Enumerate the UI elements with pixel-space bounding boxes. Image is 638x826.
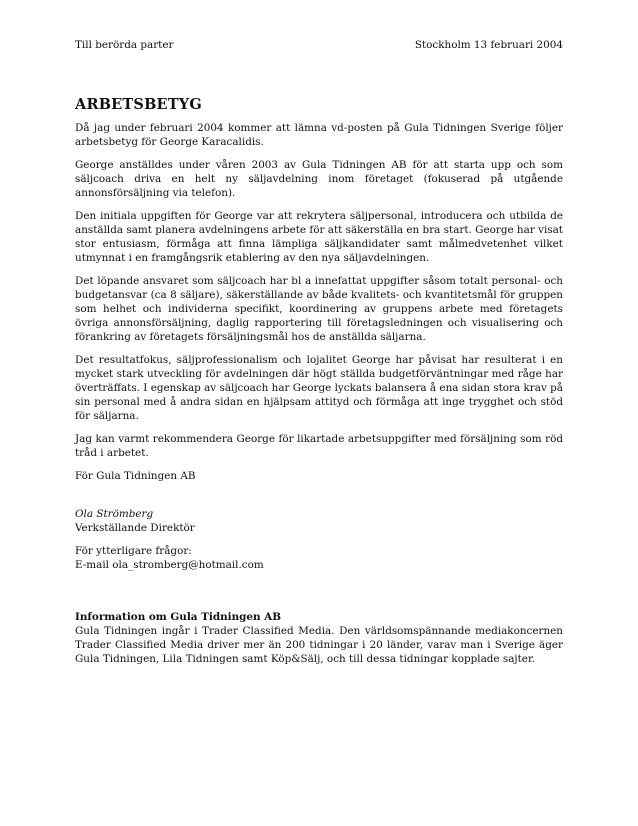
paragraph: George anställdes under våren 2003 av Gula Tidningen AB för att starta upp och som säljcoach driva en helt ny säljavdelning inom företaget (fokuserad på utgående annonsförsäljning via telefon). (75, 159, 563, 199)
document-title: ARBETSBETYG (75, 96, 202, 113)
contact-email: E-mail ola_stromberg@hotmail.com (75, 559, 264, 571)
paragraph: Den initiala uppgiften för George var att rekrytera säljpersonal, introducera och utbilda de anställda samt planera avdelningens arbete för att säkerställa en bra start. George har visat stor entusiasm, förmåga att finna lämpliga säljkandidater samt målmedvetenhet vilket utmynnat i en framgångsrik etablering av den nya säljavdelningen. (75, 210, 563, 264)
contact-question: För ytterligare frågor: (75, 545, 192, 557)
recipient-line: Till berörda parter (75, 39, 174, 51)
paragraph: Då jag under februari 2004 kommer att lämna vd-posten på Gula Tidningen Sverige följer arbetsbetyg för George Karacalidis. (75, 122, 563, 148)
paragraph: Det resultatfokus, säljprofessionalism och lojalitet George har påvisat har resulterat i en mycket stark utveckling för avdelningen där högt ställda budgetförväntningar med råge har överträffats. I egenskap av säljcoach har George lyckats balansera å ena sidan stora krav på sin personal med å andra sidan en hjälpsam attityd och förmåga att inge trygghet och stöd för säljarna. (75, 354, 563, 422)
paragraph: Jag kan varmt rekommendera George för likartade arbetsuppgifter med försäljning som röd tråd i arbetet. (75, 433, 563, 459)
place-date: Stockholm 13 februari 2004 (414, 39, 563, 51)
paragraph: Det löpande ansvaret som säljcoach har bl a innefattat uppgifter såsom totalt personal- och budgetansvar (ca 8 säljare), säkerställande av både kvalitets- och kvantitetsmål för gruppen som helhet och individerna specifikt, koordinering av gruppens arbete med företagets övriga annonsförsäljning, daglig rapportering till företagsledningen och visualisering och förankring av företagets försäljningsmål hos de anställda säljarna. (75, 275, 563, 343)
info-text: Gula Tidningen ingår i Trader Classified Media. Den världsomspännande mediakoncernen Trader Classified Media driver mer än 200 tidningar i 20 länder, varav man i Sverige äger Gula Tidningen, Lila Tidningen samt Köp&Sälj, och till dessa tidningar kopplade sajter. (75, 625, 563, 665)
letter-header (75, 38, 563, 52)
signature-role: Verkställande Direktör (75, 522, 195, 534)
letter-page (75, 38, 563, 666)
signature-name: Ola Strömberg (75, 508, 154, 520)
info-heading: Information om Gula Tidningen AB (75, 611, 282, 623)
signature-organization: För Gula Tidningen AB (75, 470, 196, 482)
